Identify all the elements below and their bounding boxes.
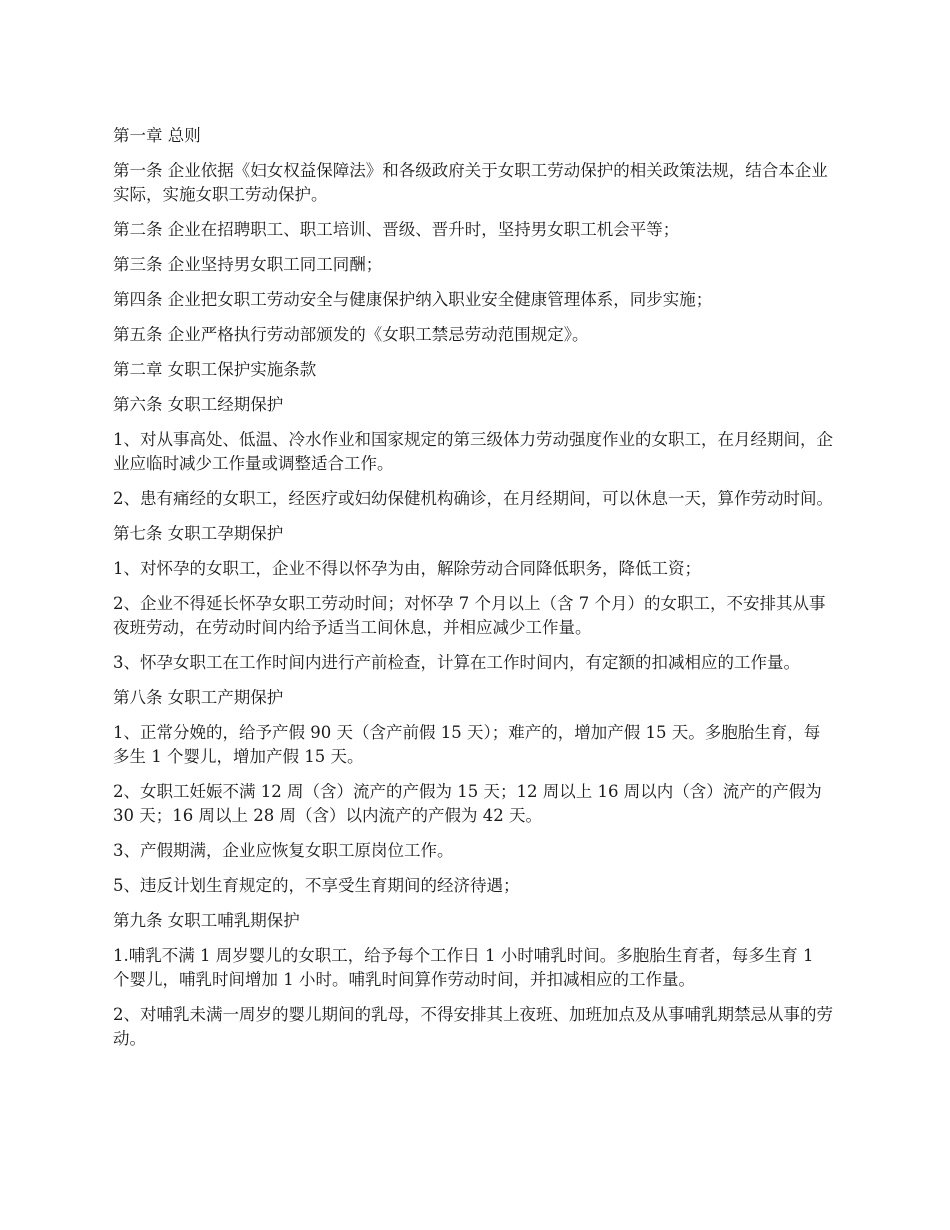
clause-paragraph: 1.哺乳不满 1 周岁婴儿的女职工，给予每个工作日 1 小时哺乳时间。多胞胎生育者，每多生育 1 个婴儿，哺乳时间增加 1 小时。哺乳时间算作劳动时间，并扣减相应的工作量。	[113, 946, 814, 989]
clause-paragraph: 2、女职工妊娠不满 12 周（含）流产的产假为 15 天；12 周以上 16 周以内（含）流产的产假为 30 天；16 周以上 28 周（含）以内流产的产假为 42 天。	[113, 782, 822, 825]
article-paragraph: 第一条 企业依据《妇女权益保障法》和各级政府关于女职工劳动保护的相关政策法规，结合本企业实际，实施女职工劳动保护。	[113, 161, 828, 204]
article-paragraph: 第二条 企业在招聘职工、职工培训、晋级、晋升时，坚持男女职工机会平等；	[113, 220, 680, 239]
article-paragraph: 第三条 企业坚持男女职工同工同酬；	[113, 255, 383, 274]
document-body	[113, 124, 833, 1062]
clause-paragraph: 1、对怀孕的女职工，企业不得以怀孕为由，解除劳动合同降低职务，降低工资；	[113, 559, 701, 578]
article-heading: 第九条 女职工哺乳期保护	[113, 911, 300, 930]
clause-paragraph: 2、患有痛经的女职工，经医疗或妇幼保健机构确诊，在月经期间，可以休息一天，算作劳动时间。	[113, 489, 833, 508]
article-heading: 第七条 女职工孕期保护	[113, 524, 284, 543]
article-paragraph: 第四条 企业把女职工劳动安全与健康保护纳入职业安全健康管理体系，同步实施；	[113, 290, 713, 309]
article-heading: 第八条 女职工产期保护	[113, 688, 284, 707]
clause-paragraph: 5、违反计划生育规定的，不享受生育期间的经济待遇；	[113, 876, 520, 895]
clause-paragraph: 3、产假期满，企业应恢复女职工原岗位工作。	[113, 841, 454, 860]
article-heading: 第六条 女职工经期保护	[113, 395, 284, 414]
chapter-heading: 第一章 总则	[113, 126, 201, 145]
clause-paragraph: 2、对哺乳未满一周岁的婴儿期间的乳母，不得安排其上夜班、加班加点及从事哺乳期禁忌从事的劳动。	[113, 1005, 833, 1048]
clause-paragraph: 3、怀孕女职工在工作时间内进行产前检查，计算在工作时间内，有定额的扣减相应的工作量。	[113, 653, 800, 672]
clause-paragraph: 2、企业不得延长怀孕女职工劳动时间；对怀孕 7 个月以上（含 7 个月）的女职工，不安排其从事夜班劳动，在劳动时间内给予适当工间休息，并相应减少工作量。	[113, 594, 826, 637]
clause-paragraph: 1、对从事高处、低温、冷水作业和国家规定的第三级体力劳动强度作业的女职工，在月经期间，企业应临时减少工作量或调整适合工作。	[113, 430, 833, 473]
article-paragraph: 第五条 企业严格执行劳动部颁发的《女职工禁忌劳动范围规定》。	[113, 325, 589, 344]
chapter-heading: 第二章 女职工保护实施条款	[113, 360, 317, 379]
clause-paragraph: 1、正常分娩的，给予产假 90 天（含产前假 15 天）；难产的，增加产假 15 天。多胞胎生育，每多生 1 个婴儿，增加产假 15 天。	[113, 723, 821, 766]
